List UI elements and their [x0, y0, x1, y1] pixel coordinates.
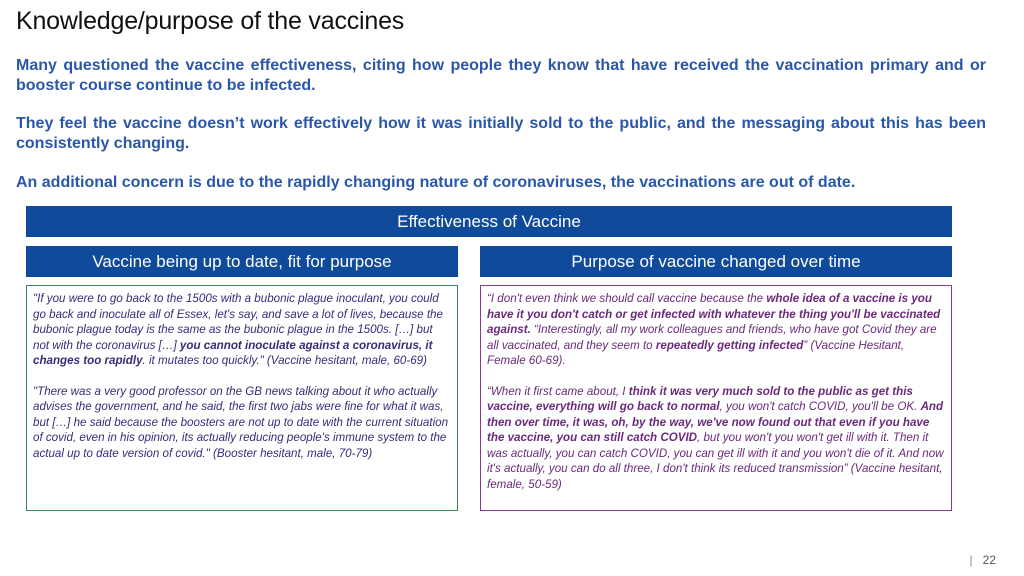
slide-title: Knowledge/purpose of the vaccines — [16, 7, 405, 35]
intro-paragraph-1: Many questioned the vaccine effectiveness, citing how people they know that have received the vaccination primary and or booster course continue to be infected. — [16, 57, 986, 94]
quote-text: ” (Vaccine Hesitant, Female 60-69). — [487, 338, 905, 367]
quote — [487, 384, 945, 493]
right-column-header: Purpose of vaccine changed over time — [480, 246, 952, 277]
quote-emphasis: repeatedly getting infected — [655, 338, 804, 352]
page-number — [970, 553, 996, 567]
intro-paragraph-3: An additional concern is due to the rapidly changing nature of coronaviruses, the vaccinations are out of date. — [16, 174, 856, 191]
quote-text: “I don't even think we should call vaccine because the — [487, 292, 767, 305]
quote-text: "If you were to go back to the 1500s with a bubonic plague inoculant, you could go back and inoculate all of Essex, let's say, and save a lot of lives, because the bubonic plague today is the same as the bubonic plague in the 1500s. […] but not with the coronavirus […] — [33, 292, 443, 352]
quote — [33, 291, 451, 369]
quote-emphasis: think it was very much sold to the public as get this vaccine, everything will go back to normal — [487, 384, 913, 413]
quote-text: , but you won't you won't get ill with it. Then it was actually, you can catch COVID, you can get ill with it and you won't die of it. And now it's actually, you can do all three, I don't think its reduced transmission” (Vaccine hesitant, female, 50-59) — [487, 431, 944, 491]
quote — [33, 384, 451, 462]
left-column-header: Vaccine being up to date, fit for purpose — [26, 246, 458, 277]
quote-emphasis: And then over time, it was, oh, by the way, we've now found out that even if you have the vaccine, you can still catch COVID — [487, 400, 944, 444]
page-number-value: 22 — [982, 553, 996, 567]
quote-text: . it mutates too quickly." (Vaccine hesitant, male, 60-69) — [142, 354, 427, 367]
right-quote-box — [480, 285, 952, 511]
left-quote-box — [26, 285, 458, 511]
quote-emphasis: whole idea of a vaccine is you have it you don't catch or get infected with whatever the thing you'll be vaccinated against. — [487, 292, 941, 336]
quote-text: "There was a very good professor on the GB news talking about it who actually advises the government, and he said, the first two jabs were fine for what it was, but […] he said because the boosters are not up to date with the current situation of covid, even in his opinion, its actually reducing people's immune system to the actual up to date version of covid." (Booster hesitant, male, 70-79) — [33, 384, 449, 460]
quote-text: , you won't catch COVID, you'll be OK. — [719, 400, 921, 413]
section-banner: Effectiveness of Vaccine — [26, 206, 952, 237]
quote-text: “Interestingly, all my work colleagues and friends, who have got Covid they are all vaccinated, and they seem to — [487, 323, 937, 352]
quote-emphasis: you cannot inoculate against a coronavirus, it changes too rapidly — [33, 338, 433, 367]
page-separator: | — [969, 553, 973, 567]
quote — [487, 291, 945, 369]
intro-paragraph-2: They feel the vaccine doesn’t work effectively how it was initially sold to the public, and the messaging about this has been consistently changing. — [16, 115, 986, 152]
quote-text: “When it first came about, I — [487, 384, 629, 398]
